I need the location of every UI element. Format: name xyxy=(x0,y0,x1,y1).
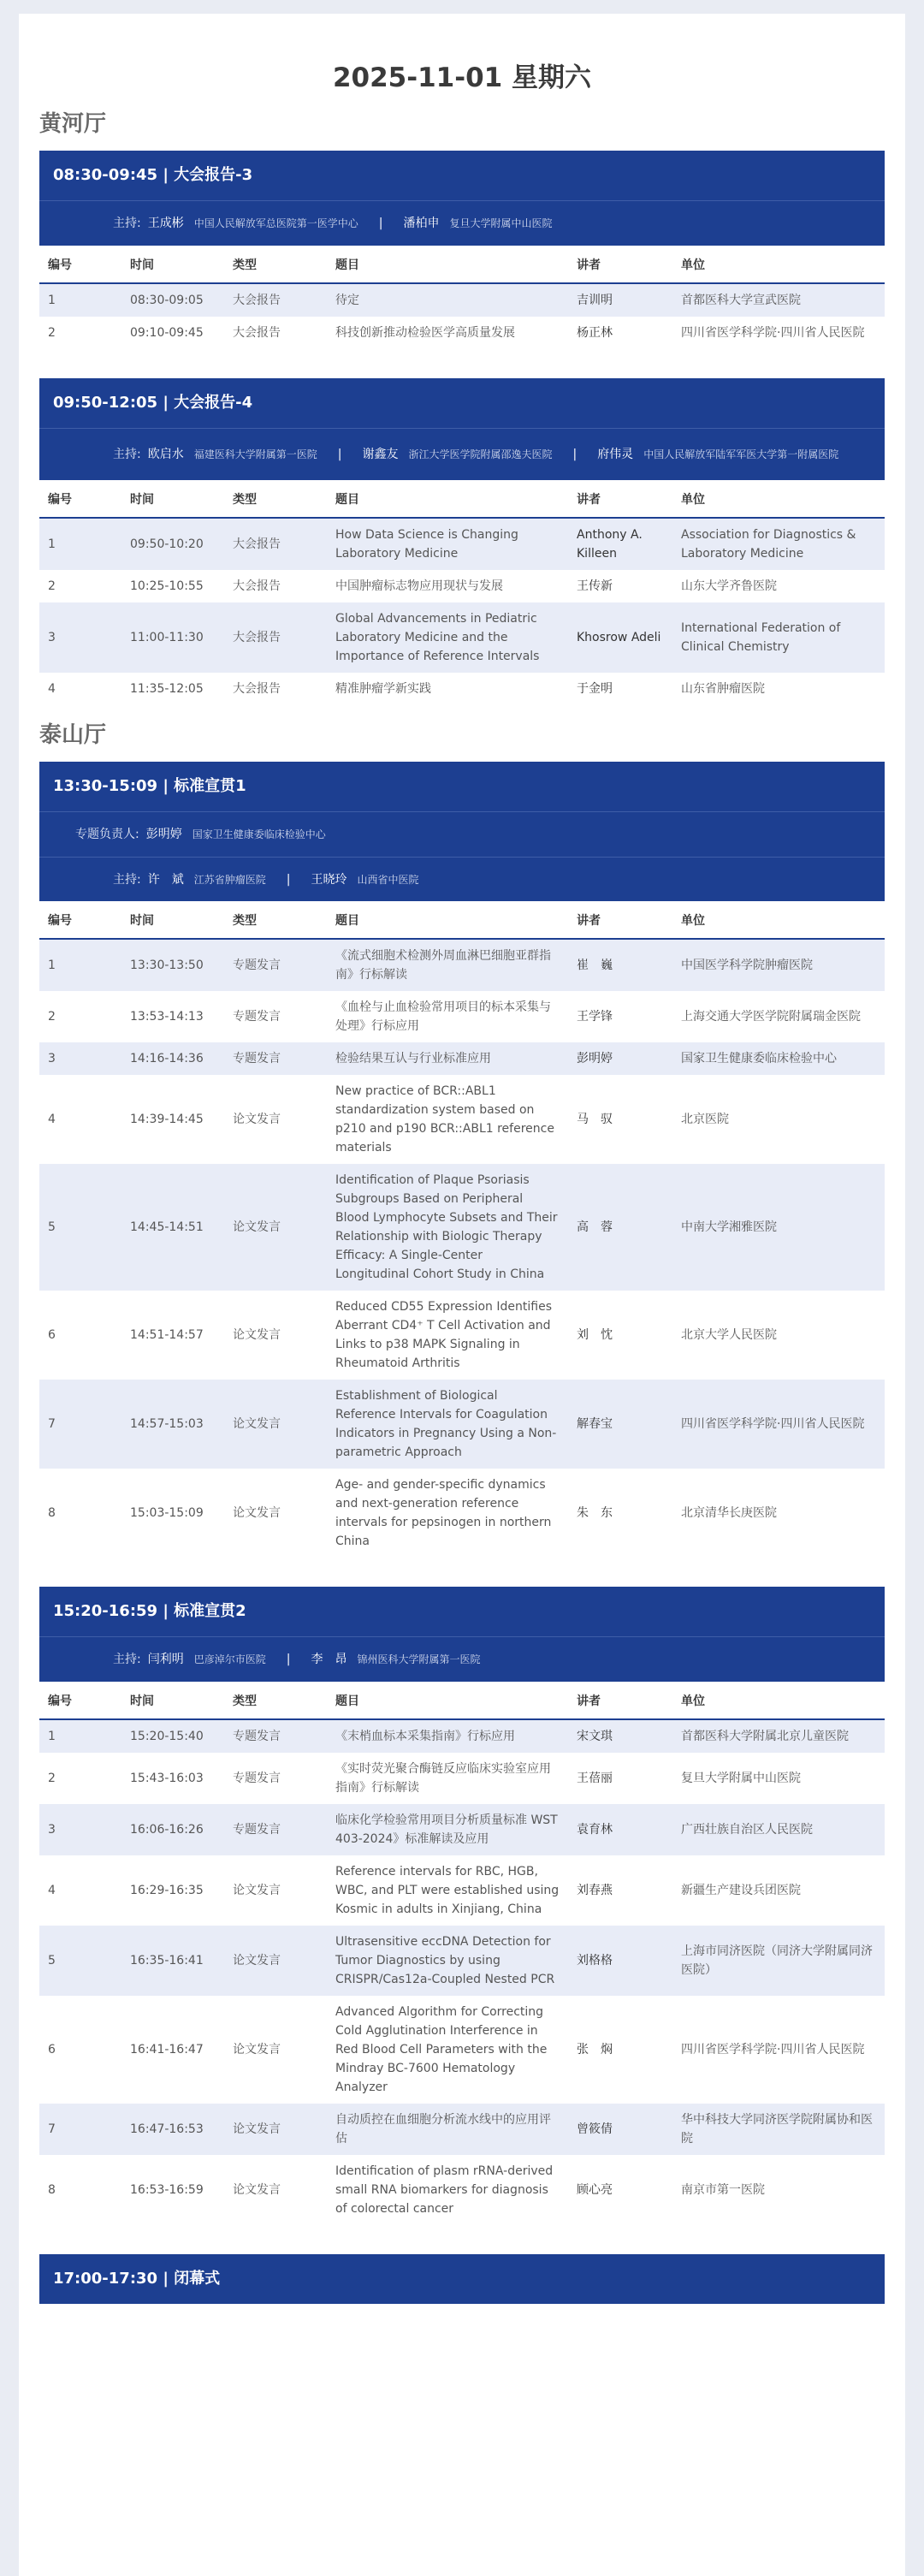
row-speaker: 吉训明 xyxy=(568,283,672,317)
host-unit: 江苏省肿瘤医院 xyxy=(193,873,266,886)
row-time: 16:35-16:41 xyxy=(121,1926,224,1996)
row-title: Identification of Plaque Psoriasis Subgroups Based on Peripheral Blood Lymphocyte Subsets and Their Relationship with Biologic Therapy Efficacy: A Single-Center Longitudinal Cohort Study in China xyxy=(327,1164,568,1291)
table-row xyxy=(39,1075,885,1164)
column-header: 讲者 xyxy=(568,1682,672,1719)
row-number: 8 xyxy=(39,1469,121,1558)
session-block xyxy=(39,2254,885,2304)
row-time: 14:57-15:03 xyxy=(121,1380,224,1469)
host-unit: 浙江大学医学院附属邵逸夫医院 xyxy=(408,448,553,460)
row-speaker: 朱 东 xyxy=(568,1469,672,1558)
spacer xyxy=(39,1558,885,1587)
column-header: 单位 xyxy=(672,1682,885,1719)
column-header: 编号 xyxy=(39,480,121,518)
column-header: 题目 xyxy=(327,246,568,283)
row-speaker: 王学锋 xyxy=(568,991,672,1042)
row-type: 论文发言 xyxy=(224,1996,327,2104)
host-name: 许 斌 xyxy=(147,872,184,887)
host-line xyxy=(39,812,885,857)
row-title: How Data Science is Changing Laboratory Medicine xyxy=(327,518,568,570)
column-header: 编号 xyxy=(39,1682,121,1719)
row-time: 14:39-14:45 xyxy=(121,1075,224,1164)
row-unit: 中国医学科学院肿瘤医院 xyxy=(672,939,885,991)
schedule-content xyxy=(39,110,885,2319)
row-title: Global Advancements in Pediatric Laboratory Medicine and the Importance of Reference Intervals xyxy=(327,602,568,673)
row-type: 论文发言 xyxy=(224,1075,327,1164)
row-unit: 中南大学湘雅医院 xyxy=(672,1164,885,1291)
row-unit: Association for Diagnostics & Laboratory Medicine xyxy=(672,518,885,570)
table-row xyxy=(39,1380,885,1469)
row-title: Reference intervals for RBC, HGB, WBC, and PLT were established using Kosmic in adults in Xinjiang, China xyxy=(327,1855,568,1926)
session-hosts xyxy=(39,811,885,901)
row-number: 3 xyxy=(39,602,121,673)
hall-title: 黄河厅 xyxy=(39,111,107,137)
session-hosts xyxy=(39,1636,885,1682)
table-row xyxy=(39,673,885,705)
host-unit: 复旦大学附属中山医院 xyxy=(449,217,553,229)
host-line xyxy=(39,429,885,480)
table-row xyxy=(39,1164,885,1291)
host-line xyxy=(39,857,885,901)
host-line xyxy=(39,1637,885,1682)
row-type: 论文发言 xyxy=(224,2155,327,2225)
row-title: Advanced Algorithm for Correcting Cold Agglutination Interference in Red Blood Cell Parameters with the Mindray BC-7600 Hematology Analyzer xyxy=(327,1996,568,2104)
table-row xyxy=(39,2104,885,2155)
host-name: 欧启水 xyxy=(147,448,184,461)
row-title: New practice of BCR::ABL1 standardization system based on p210 and p190 BCR::ABL1 reference materials xyxy=(327,1075,568,1164)
row-number: 7 xyxy=(39,2104,121,2155)
row-type: 专题发言 xyxy=(224,939,327,991)
host-unit: 中国人民解放军总医院第一医学中心 xyxy=(193,217,358,229)
row-title: Age- and gender-specific dynamics and next-generation reference intervals for pepsinogen in northern China xyxy=(327,1469,568,1558)
host-separator: | xyxy=(572,448,578,461)
host-role: 主持: xyxy=(113,872,141,887)
session-header: 15:20-16:59 | 标准宣贯2 xyxy=(39,1587,885,1636)
row-number: 7 xyxy=(39,1380,121,1469)
row-unit: 华中科技大学同济医学院附属协和医院 xyxy=(672,2104,885,2155)
row-unit: 山东大学齐鲁医院 xyxy=(672,570,885,602)
session-header: 09:50-12:05 | 大会报告-4 xyxy=(39,378,885,428)
row-type: 大会报告 xyxy=(224,673,327,705)
row-type: 论文发言 xyxy=(224,1855,327,1926)
row-type: 论文发言 xyxy=(224,1380,327,1469)
host-unit: 巴彦淖尔市医院 xyxy=(193,1653,266,1665)
table-header-row xyxy=(39,1682,885,1719)
row-time: 16:47-16:53 xyxy=(121,2104,224,2155)
row-speaker: 曾筱倩 xyxy=(568,2104,672,2155)
table-row xyxy=(39,1926,885,1996)
row-time: 16:41-16:47 xyxy=(121,1996,224,2104)
column-header: 单位 xyxy=(672,480,885,518)
row-title: 《末梢血标本采集指南》行标应用 xyxy=(327,1719,568,1753)
row-type: 专题发言 xyxy=(224,1719,327,1753)
row-type: 论文发言 xyxy=(224,1164,327,1291)
row-number: 4 xyxy=(39,673,121,705)
host-unit: 福建医科大学附属第一医院 xyxy=(193,448,317,460)
row-type: 论文发言 xyxy=(224,1926,327,1996)
column-header: 类型 xyxy=(224,1682,327,1719)
table-body xyxy=(39,939,885,1558)
host-line xyxy=(39,201,885,246)
table-row xyxy=(39,1855,885,1926)
host-name: 府伟灵 xyxy=(597,448,634,461)
row-time: 16:29-16:35 xyxy=(121,1855,224,1926)
row-unit: 四川省医学科学院·四川省人民医院 xyxy=(672,1996,885,2104)
row-speaker: 刘春燕 xyxy=(568,1855,672,1926)
host-name: 彭明婷 xyxy=(145,828,182,841)
table-row xyxy=(39,991,885,1042)
row-unit: 南京市第一医院 xyxy=(672,2155,885,2225)
row-title: 自动质控在血细胞分析流水线中的应用评估 xyxy=(327,2104,568,2155)
row-time: 16:06-16:26 xyxy=(121,1804,224,1855)
row-title: Identification of plasm rRNA-derived small RNA biomarkers for diagnosis of colorectal cancer xyxy=(327,2155,568,2225)
row-title: 待定 xyxy=(327,283,568,317)
row-number: 4 xyxy=(39,1075,121,1164)
spacer xyxy=(39,2225,885,2254)
row-speaker: 刘格格 xyxy=(568,1926,672,1996)
spacer xyxy=(39,349,885,378)
session-header: 13:30-15:09 | 标准宣贯1 xyxy=(39,762,885,811)
row-time: 16:53-16:59 xyxy=(121,2155,224,2225)
row-speaker: 王传新 xyxy=(568,570,672,602)
column-header: 单位 xyxy=(672,901,885,939)
host-separator: | xyxy=(286,872,291,887)
session-header: 08:30-09:45 | 大会报告-3 xyxy=(39,151,885,200)
row-time: 10:25-10:55 xyxy=(121,570,224,602)
host-unit: 中国人民解放军陆军军医大学第一附属医院 xyxy=(643,448,839,460)
host-role: 主持: xyxy=(113,448,141,461)
row-number: 2 xyxy=(39,570,121,602)
row-number: 8 xyxy=(39,2155,121,2225)
row-speaker: Anthony A. Killeen xyxy=(568,518,672,570)
row-unit: 北京医院 xyxy=(672,1075,885,1164)
row-number: 1 xyxy=(39,518,121,570)
row-number: 1 xyxy=(39,283,121,317)
row-type: 大会报告 xyxy=(224,602,327,673)
spacer xyxy=(39,2304,885,2319)
row-number: 3 xyxy=(39,1804,121,1855)
host-unit: 国家卫生健康委临床检验中心 xyxy=(192,828,326,840)
row-speaker: Khosrow Adeli xyxy=(568,602,672,673)
host-unit: 山西省中医院 xyxy=(357,873,419,886)
table-header-row xyxy=(39,901,885,939)
column-header: 编号 xyxy=(39,901,121,939)
row-type: 大会报告 xyxy=(224,518,327,570)
row-title: Ultrasensitive eccDNA Detection for Tumor Diagnostics by using CRISPR/Cas12a-Coupled Nested PCR xyxy=(327,1926,568,1996)
row-unit: International Federation of Clinical Chemistry xyxy=(672,602,885,673)
row-speaker: 刘 忱 xyxy=(568,1291,672,1380)
host-name: 李 昂 xyxy=(311,1653,347,1666)
row-number: 1 xyxy=(39,1719,121,1753)
table-row xyxy=(39,2155,885,2225)
table-body xyxy=(39,283,885,349)
row-speaker: 杨正林 xyxy=(568,317,672,349)
row-time: 14:51-14:57 xyxy=(121,1291,224,1380)
hall-title: 泰山厅 xyxy=(39,722,107,748)
host-role: 主持: xyxy=(113,1653,141,1666)
row-speaker: 宋文琪 xyxy=(568,1719,672,1753)
host-separator: | xyxy=(286,1653,291,1666)
row-speaker: 顾心亮 xyxy=(568,2155,672,2225)
row-speaker: 王蓓丽 xyxy=(568,1753,672,1804)
row-unit: 北京清华长庚医院 xyxy=(672,1469,885,1558)
row-unit: 四川省医学科学院·四川省人民医院 xyxy=(672,1380,885,1469)
row-title: Reduced CD55 Expression Identifies Aberrant CD4⁺ T Cell Activation and Links to p38 MAPK Signaling in Rheumatoid Arthritis xyxy=(327,1291,568,1380)
row-speaker: 袁育林 xyxy=(568,1804,672,1855)
host-role: 专题负责人: xyxy=(75,828,139,841)
row-title: 检验结果互认与行业标准应用 xyxy=(327,1042,568,1075)
session-table xyxy=(39,901,885,1558)
host-separator: | xyxy=(378,217,383,230)
host-role: 主持: xyxy=(113,217,141,230)
column-header: 题目 xyxy=(327,480,568,518)
row-number: 4 xyxy=(39,1855,121,1926)
row-title: 临床化学检验常用项目分析质量标准 WST 403-2024》标准解读及应用 xyxy=(327,1804,568,1855)
row-time: 08:30-09:05 xyxy=(121,283,224,317)
row-speaker: 彭明婷 xyxy=(568,1042,672,1075)
row-speaker: 马 驭 xyxy=(568,1075,672,1164)
row-title: Establishment of Biological Reference Intervals for Coagulation Indicators in Pregnancy Using a Non-parametric Approach xyxy=(327,1380,568,1469)
row-number: 3 xyxy=(39,1042,121,1075)
row-title: 《流式细胞术检测外周血淋巴细胞亚群指南》行标解读 xyxy=(327,939,568,991)
table-header xyxy=(39,1682,885,1719)
table-row xyxy=(39,1291,885,1380)
table-row xyxy=(39,1996,885,2104)
row-unit: 山东省肿瘤医院 xyxy=(672,673,885,705)
host-name: 潘柏申 xyxy=(403,217,440,230)
table-row xyxy=(39,1804,885,1855)
column-header: 时间 xyxy=(121,901,224,939)
row-time: 13:53-14:13 xyxy=(121,991,224,1042)
session-block xyxy=(39,762,885,1558)
column-header: 题目 xyxy=(327,901,568,939)
table-row xyxy=(39,1042,885,1075)
row-type: 专题发言 xyxy=(224,1804,327,1855)
table-row xyxy=(39,518,885,570)
host-name: 闫利明 xyxy=(147,1653,184,1666)
row-number: 6 xyxy=(39,1996,121,2104)
row-type: 论文发言 xyxy=(224,1469,327,1558)
row-time: 11:35-12:05 xyxy=(121,673,224,705)
row-speaker: 解春宝 xyxy=(568,1380,672,1469)
row-time: 13:30-13:50 xyxy=(121,939,224,991)
row-title: 精准肿瘤学新实践 xyxy=(327,673,568,705)
column-header: 时间 xyxy=(121,1682,224,1719)
column-header: 单位 xyxy=(672,246,885,283)
row-unit: 首都医科大学宣武医院 xyxy=(672,283,885,317)
row-type: 大会报告 xyxy=(224,570,327,602)
row-time: 14:45-14:51 xyxy=(121,1164,224,1291)
row-type: 专题发言 xyxy=(224,1753,327,1804)
row-title: 《实时荧光聚合酶链反应临床实验室应用指南》行标解读 xyxy=(327,1753,568,1804)
host-separator: | xyxy=(337,448,342,461)
row-unit: 上海交通大学医学院附属瑞金医院 xyxy=(672,991,885,1042)
row-number: 6 xyxy=(39,1291,121,1380)
row-title: 中国肿瘤标志物应用现状与发展 xyxy=(327,570,568,602)
row-number: 2 xyxy=(39,317,121,349)
row-unit: 首都医科大学附属北京儿童医院 xyxy=(672,1719,885,1753)
column-header: 题目 xyxy=(327,1682,568,1719)
row-type: 专题发言 xyxy=(224,991,327,1042)
table-row xyxy=(39,939,885,991)
table-row xyxy=(39,1753,885,1804)
session-hosts xyxy=(39,200,885,246)
row-number: 2 xyxy=(39,1753,121,1804)
table-header xyxy=(39,480,885,518)
row-unit: 国家卫生健康委临床检验中心 xyxy=(672,1042,885,1075)
row-title: 《血栓与止血检验常用项目的标本采集与处理》行标应用 xyxy=(327,991,568,1042)
host-name: 王晓玲 xyxy=(311,872,347,887)
column-header: 类型 xyxy=(224,901,327,939)
row-title: 科技创新推动检验医学高质量发展 xyxy=(327,317,568,349)
table-row xyxy=(39,602,885,673)
table-header xyxy=(39,901,885,939)
spacer xyxy=(39,705,885,721)
row-unit: 四川省医学科学院·四川省人民医院 xyxy=(672,317,885,349)
table-header-row xyxy=(39,246,885,283)
row-number: 2 xyxy=(39,991,121,1042)
row-type: 论文发言 xyxy=(224,2104,327,2155)
session-hosts xyxy=(39,428,885,480)
column-header: 讲者 xyxy=(568,246,672,283)
table-row xyxy=(39,283,885,317)
row-unit: 复旦大学附属中山医院 xyxy=(672,1753,885,1804)
schedule-page xyxy=(19,14,905,2576)
page-title: 2025-11-01 星期六 xyxy=(332,62,592,93)
host-unit: 锦州医科大学附属第一医院 xyxy=(357,1653,481,1665)
row-unit: 广西壮族自治区人民医院 xyxy=(672,1804,885,1855)
row-type: 专题发言 xyxy=(224,1042,327,1075)
row-speaker: 张 焖 xyxy=(568,1996,672,2104)
row-type: 大会报告 xyxy=(224,317,327,349)
column-header: 讲者 xyxy=(568,901,672,939)
session-block xyxy=(39,151,885,349)
row-speaker: 于金明 xyxy=(568,673,672,705)
row-speaker: 崔 巍 xyxy=(568,939,672,991)
session-table xyxy=(39,480,885,705)
column-header: 编号 xyxy=(39,246,121,283)
row-speaker: 高 蓉 xyxy=(568,1164,672,1291)
table-header-row xyxy=(39,480,885,518)
session-table xyxy=(39,1682,885,2225)
row-number: 5 xyxy=(39,1164,121,1291)
table-row xyxy=(39,570,885,602)
row-number: 5 xyxy=(39,1926,121,1996)
host-name: 谢鑫友 xyxy=(362,448,399,461)
column-header: 讲者 xyxy=(568,480,672,518)
session-table xyxy=(39,246,885,349)
row-type: 大会报告 xyxy=(224,283,327,317)
table-body xyxy=(39,1719,885,2225)
row-unit: 北京大学人民医院 xyxy=(672,1291,885,1380)
host-name: 王成彬 xyxy=(147,217,184,230)
row-time: 09:50-10:20 xyxy=(121,518,224,570)
row-time: 14:16-14:36 xyxy=(121,1042,224,1075)
row-unit: 新疆生产建设兵团医院 xyxy=(672,1855,885,1926)
column-header: 时间 xyxy=(121,246,224,283)
table-row xyxy=(39,1469,885,1558)
row-time: 15:20-15:40 xyxy=(121,1719,224,1753)
table-row xyxy=(39,1719,885,1753)
table-row xyxy=(39,317,885,349)
session-block xyxy=(39,1587,885,2225)
table-header xyxy=(39,246,885,283)
session-header: 17:00-17:30 | 闭幕式 xyxy=(39,2254,885,2304)
row-type: 论文发言 xyxy=(224,1291,327,1380)
row-unit: 上海市同济医院（同济大学附属同济医院） xyxy=(672,1926,885,1996)
row-number: 1 xyxy=(39,939,121,991)
table-body xyxy=(39,518,885,705)
row-time: 15:03-15:09 xyxy=(121,1469,224,1558)
column-header: 时间 xyxy=(121,480,224,518)
column-header: 类型 xyxy=(224,480,327,518)
row-time: 15:43-16:03 xyxy=(121,1753,224,1804)
session-block xyxy=(39,378,885,705)
row-time: 11:00-11:30 xyxy=(121,602,224,673)
row-time: 09:10-09:45 xyxy=(121,317,224,349)
column-header: 类型 xyxy=(224,246,327,283)
